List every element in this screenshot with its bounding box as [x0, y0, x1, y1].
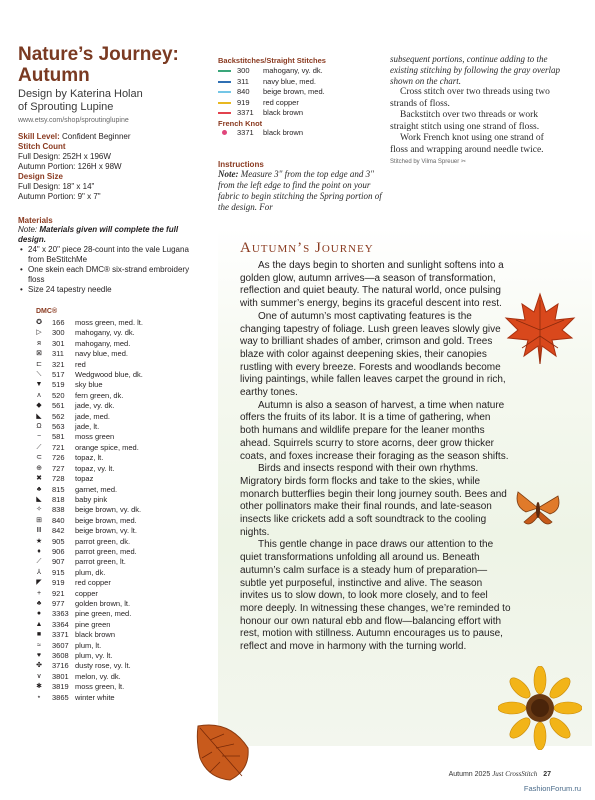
dmc-color-name: jade, med. [75, 411, 111, 421]
article-paragraph: As the days begin to shorten and sunlight softens into a golden glow, autumn arrives—a season of transformation, reflection and quiet beauty. The natural world, once pulsing with summer’s energy, begins its graceful descent into rest. [240, 260, 504, 310]
chart-symbol-icon: ♥ [36, 652, 42, 659]
dmc-number: 728 [52, 474, 65, 484]
dmc-color-key [30, 318, 143, 703]
dmc-row [30, 380, 143, 390]
dmc-number: 3716 [52, 661, 69, 671]
chart-symbol-icon: ʌ [37, 391, 41, 399]
chart-symbol-icon: ◆ [36, 402, 42, 410]
chart-symbol-icon: ◣ [36, 412, 42, 420]
dmc-number: 311 [52, 349, 64, 359]
chart-symbol-icon: ⊕ [36, 464, 42, 472]
dmc-number: 581 [52, 432, 65, 442]
chart-symbol-icon: ≈ [37, 641, 41, 649]
dmc-row [30, 516, 143, 526]
dmc-color-name: dusty rose, vy. lt. [75, 661, 131, 671]
chart-symbol-icon: ● [36, 610, 42, 618]
backstitch-name: red copper [263, 97, 299, 107]
dmc-row [30, 339, 143, 349]
right-column [390, 54, 560, 165]
dmc-row [30, 630, 143, 640]
materials-item: • 24" x 20" piece 28-count into the vale Lugana from BeStitchMe [18, 245, 206, 265]
maple-leaf-icon [500, 290, 580, 370]
dmc-number: 562 [52, 411, 65, 421]
chart-symbol-icon: ♣ [36, 599, 42, 607]
stitched-by-text: Stitched by Vilma Spreuer [390, 159, 460, 165]
dmc-color-name: fern green, dk. [75, 390, 124, 400]
dmc-number: 905 [52, 536, 65, 546]
dmc-number: 815 [52, 484, 65, 494]
french-knot-row [218, 128, 386, 139]
dmc-row [30, 422, 143, 432]
backstitch-line-swatch [218, 102, 231, 104]
backstitch-number: 300 [237, 66, 250, 75]
chart-symbol-icon: ⊠ [36, 350, 42, 358]
dmc-color-name: beige brown, vy. lt. [75, 526, 137, 536]
dmc-row [30, 526, 143, 536]
chart-symbol-icon: ∨ [36, 672, 42, 680]
chart-symbol-icon: ♣ [36, 485, 42, 493]
designer-line-2: of Sprouting Lupine [18, 101, 114, 113]
dmc-number: 727 [52, 463, 65, 473]
chart-symbol-icon: ⟋ [36, 558, 42, 566]
materials-item: • Size 24 tapestry needle [18, 285, 206, 295]
chart-symbol-icon: Ⅲ [36, 527, 42, 535]
needle-thread-icon: ✂ [460, 159, 466, 165]
dmc-color-name: parrot green, med. [75, 546, 137, 556]
chart-symbol-icon: ✱ [36, 683, 42, 691]
full-design-count: Full Design: 252H x 196W [18, 152, 111, 161]
chart-symbol-icon: ⟍ [36, 371, 42, 379]
dmc-number: 561 [52, 401, 65, 411]
dmc-row [30, 557, 143, 567]
backstitch-row [218, 98, 386, 109]
materials-heading: Materials [18, 216, 53, 225]
dmc-color-name: red copper [75, 578, 111, 588]
backstitch-line-swatch [218, 112, 231, 114]
dmc-color-name: beige brown, med. [75, 515, 137, 525]
dmc-row [30, 412, 143, 422]
dmc-number: 3363 [52, 609, 69, 619]
instructions-note-text: Measure 3" from the top edge and 3" from the left edge to find the point on your fabric to begin stitching the Spring portion of the design. For [218, 169, 382, 212]
dmc-row [30, 495, 143, 505]
chart-symbol-icon: ◣ [36, 495, 42, 503]
article-title: Autumn’s Journey [240, 240, 374, 256]
dmc-color-name: moss green, med. lt. [75, 318, 143, 327]
dmc-row [30, 464, 143, 474]
skill-level [18, 132, 206, 142]
dmc-number: 842 [52, 526, 65, 536]
materials-note-label: Note: [18, 225, 38, 234]
backstitch-row [218, 87, 386, 98]
dmc-row [30, 537, 143, 547]
page-number: 27 [543, 771, 551, 778]
dmc-number: 921 [52, 588, 65, 598]
dmc-number: 818 [52, 494, 65, 504]
dmc-number: 838 [52, 505, 65, 515]
chart-symbol-icon: ◤ [36, 579, 42, 587]
chart-symbol-icon: ⊏ [36, 360, 42, 368]
dmc-color-name: topaz [75, 474, 94, 484]
dmc-color-name: winter white [75, 692, 115, 702]
dmc-color-name: red [75, 359, 86, 369]
dmc-number: 520 [52, 390, 65, 400]
dmc-row [30, 453, 143, 463]
dmc-number: 517 [52, 370, 65, 380]
dmc-color-name: black brown [75, 630, 116, 640]
instructions-note-label: Note: [218, 169, 239, 179]
pattern-title [18, 44, 206, 86]
dmc-number: 321 [52, 359, 65, 369]
chart-symbol-icon: Ω [36, 423, 42, 431]
footer-issue: Autumn 2025 [448, 771, 491, 778]
dmc-row [30, 318, 143, 328]
backstitch-number: 840 [237, 87, 250, 96]
chart-symbol-icon: ✪ [36, 319, 42, 326]
backstitch-key [218, 66, 386, 119]
autumn-portion-count: Autumn Portion: 126H x 98W [18, 162, 122, 171]
dmc-row [30, 620, 143, 630]
dmc-row [30, 360, 143, 370]
dmc-row [30, 401, 143, 411]
dmc-color-name: melon, vy. dk. [75, 671, 121, 681]
instructions-continued: subsequent portions, continue adding to the existing stitching by following the gray overlap shown on the chart. [390, 54, 560, 86]
dmc-color-name: plum, lt. [75, 640, 102, 650]
french-knot-heading: French Knot [218, 118, 263, 128]
article-body [240, 260, 512, 654]
backstitch-name: beige brown, med. [263, 87, 325, 96]
backstitch-line-swatch [218, 81, 231, 83]
dmc-color-name: golden brown, lt. [75, 598, 131, 608]
dmc-row [30, 578, 143, 588]
dmc-row [30, 474, 143, 484]
french-knot-dot-icon [222, 130, 227, 135]
autumn-portion-size: Autumn Portion: 9" x 7" [18, 192, 101, 201]
sunflower-icon [498, 666, 582, 750]
dmc-color-name: mahogany, med. [75, 338, 131, 348]
instructions-heading: Instructions [218, 160, 264, 169]
instructions-french-knot: Work French knot using one strand of floss and wrapping around needle twice. [390, 133, 544, 155]
article-paragraph: Birds and insects respond with their own rhythms. Migratory birds form flocks and take to the skies, while monarch butterflies begin their long journey south. Bees and other pollinators make their final rounds, and late-season insects like crickets add a soft soundtrack to the cooling nights. [240, 463, 507, 538]
french-knot-name: black brown [263, 127, 304, 137]
designer-url[interactable]: www.etsy.com/shop/sproutinglupine [18, 117, 129, 124]
dmc-color-name: sky blue [75, 380, 103, 390]
backstitch-name: black brown [263, 108, 304, 117]
backstitch-row [218, 108, 386, 119]
chart-symbol-icon: ■ [36, 631, 42, 639]
chart-symbol-icon: ✧ [36, 506, 42, 514]
dmc-color-name: copper [75, 588, 98, 598]
dmc-heading: DMC® [36, 308, 58, 315]
backstitch-row [218, 77, 386, 88]
chart-symbol-icon: ▼ [35, 381, 43, 389]
chart-symbol-icon: ▷ [36, 329, 42, 337]
backstitch-line-swatch [218, 70, 231, 72]
dmc-row [30, 672, 143, 682]
instructions-text [218, 169, 386, 213]
dmc-row [30, 568, 143, 578]
chart-symbol-icon: ★ [35, 537, 43, 545]
dmc-number: 915 [52, 567, 65, 577]
chart-symbol-icon: ᴙ [37, 339, 41, 347]
dmc-color-name: parrot green, lt. [75, 557, 126, 567]
dmc-number: 906 [52, 546, 65, 556]
dmc-row [30, 599, 143, 609]
pattern-info [18, 132, 206, 202]
dmc-color-name: topaz, lt. [75, 453, 104, 463]
dmc-number: 3364 [52, 619, 69, 629]
chart-symbol-icon: ⊞ [36, 516, 42, 524]
backstitch-number: 311 [237, 76, 249, 86]
dmc-row [30, 349, 143, 359]
dmc-number: 519 [52, 380, 65, 390]
title-line-2: Autumn [18, 65, 90, 86]
skill-label: Skill Level: [18, 132, 60, 141]
dmc-color-name: pine green [75, 619, 111, 629]
dmc-row [30, 693, 143, 703]
skill-value: Confident Beginner [59, 132, 131, 141]
dmc-color-name: plum, dk. [75, 567, 106, 577]
chart-symbol-icon: ✖ [36, 475, 42, 483]
dmc-row [30, 485, 143, 495]
dmc-number: 300 [52, 328, 65, 338]
footer-magazine: Just CrossStitch [492, 770, 538, 778]
chart-symbol-icon: ⋆ [36, 693, 42, 701]
dmc-row [30, 328, 143, 338]
dmc-color-name: plum, vy. lt. [75, 651, 113, 660]
dmc-row [30, 505, 143, 515]
article-paragraph: This gentle change in pace draws our attention to the quiet transformations unfolding all around us. Beneath autumn’s calm surface is a steady hum of preparation—subtle yet purposeful, instinctive and alive. The season invites us to slow down, to look more closely, and to feel more deeply. In witnessing these changes, we’re reminded to honour our own natural ebb and flow—balancing effort with rest, motion with stillness. Autumn encourages us to pause, reflect and move in harmony with the turning world. [240, 539, 511, 653]
designer-line-1: Design by Katerina Holan [18, 88, 143, 100]
chart-symbol-icon: − [36, 433, 42, 441]
dmc-color-name: jade, lt. [75, 422, 100, 432]
dmc-color-name: orange spice, med. [75, 442, 139, 452]
materials-list [18, 245, 206, 295]
dmc-color-name: moss green, lt. [75, 682, 125, 692]
chart-symbol-icon: ♦ [37, 547, 41, 555]
dmc-number: 840 [52, 515, 65, 525]
dmc-row [30, 370, 143, 380]
dmc-number: 977 [52, 598, 65, 608]
title-line-1: Nature’s Journey: [18, 44, 179, 65]
dmc-row [30, 661, 143, 671]
design-size-heading: Design Size [18, 172, 63, 181]
dmc-number: 563 [52, 422, 65, 432]
dmc-color-name: navy blue, med. [75, 349, 128, 359]
backstitch-name: mahogany, vy. dk. [263, 66, 323, 75]
chart-symbol-icon: ⟋ [36, 443, 42, 451]
materials-note [18, 225, 206, 245]
backstitch-row [218, 66, 386, 77]
dmc-color-name: jade, vy. dk. [75, 401, 115, 411]
moth-icon [512, 482, 564, 534]
left-column [18, 44, 206, 295]
middle-column [218, 56, 386, 213]
dmc-number: 3607 [52, 640, 69, 650]
dmc-color-name: moss green [75, 432, 115, 442]
designer-credit [18, 88, 206, 114]
backstitch-line-swatch [218, 91, 231, 93]
stitched-by-credit [390, 158, 560, 165]
dmc-number: 166 [52, 318, 65, 327]
dmc-color-name: parrot green, dk. [75, 536, 131, 546]
instructions-cross-stitch: Cross stitch over two threads using two strands of floss. [390, 87, 550, 109]
dmc-row [30, 443, 143, 453]
dmc-row [30, 609, 143, 619]
dmc-color-name: baby pink [75, 494, 108, 504]
autumn-leaf-icon [190, 718, 256, 788]
dmc-row [30, 682, 143, 692]
dmc-row [30, 391, 143, 401]
backstitch-number: 3371 [237, 108, 254, 117]
dmc-row [30, 432, 143, 442]
dmc-number: 3819 [52, 682, 69, 692]
page-footer [449, 770, 551, 778]
dmc-row [30, 589, 143, 599]
dmc-number: 3801 [52, 671, 69, 681]
dmc-number: 3608 [52, 651, 69, 660]
chart-symbol-icon: + [36, 589, 42, 597]
materials-note-text: Materials given will complete the full design. [18, 225, 179, 244]
backstitch-name: navy blue, med. [263, 76, 316, 86]
chart-symbol-icon: ⅄ [36, 568, 42, 576]
watermark: FashionForum.ru [523, 784, 581, 793]
instructions-backstitch: Backstitch over two threads or work straight stitch using one strand of floss. [390, 110, 540, 132]
materials-item: • One skein each DMC® six-strand embroidery floss [18, 265, 206, 285]
dmc-color-name: beige brown, vy. dk. [75, 505, 142, 515]
dmc-color-name: Wedgwood blue, dk. [75, 370, 143, 380]
dmc-number: 721 [52, 442, 65, 452]
dmc-number: 907 [52, 557, 65, 567]
dmc-color-name: mahogany, vy. dk. [75, 328, 135, 338]
dmc-number: 3865 [52, 692, 69, 702]
dmc-row [30, 651, 143, 661]
french-knot-number: 3371 [237, 127, 254, 137]
backstitch-heading: Backstitches/Straight Stitches [218, 56, 326, 65]
dmc-row [30, 641, 143, 651]
dmc-number: 919 [52, 578, 65, 588]
full-design-size: Full Design: 18" x 14" [18, 182, 95, 191]
dmc-color-name: topaz, vy. lt. [75, 463, 115, 473]
dmc-number: 3371 [52, 630, 69, 640]
chart-symbol-icon: ⊂ [36, 454, 42, 462]
dmc-row [30, 547, 143, 557]
backstitch-number: 919 [237, 97, 250, 107]
dmc-number: 726 [52, 453, 65, 463]
article-paragraph: One of autumn’s most captivating features is the changing tapestry of foliage. Lush green leaves slowly give way to brilliant shades of amber, crimson and gold. Trees blaze with color against deepening skies, their canopies rustling with every breeze. Forests and woodlands become living paintings, while fallen leaves carpet the ground in rich, earthy tones. [240, 310, 506, 399]
article-paragraph: Autumn is also a season of harvest, a time when nature offers the fruits of its labor. It is a time of gathering, when both humans and wildlife prepare for the leaner months ahead. Squirrels scurry to store acorns, deer grow thicker coats, and foxes increase their foraging as the season shifts. [240, 399, 509, 462]
chart-symbol-icon: ▲ [35, 620, 43, 628]
chart-symbol-icon: ✤ [36, 662, 42, 670]
dmc-color-name: pine green, med. [75, 609, 132, 619]
stitch-count-heading: Stitch Count [18, 142, 66, 151]
dmc-color-name: garnet, med. [75, 484, 118, 494]
dmc-number: 301 [52, 338, 65, 348]
